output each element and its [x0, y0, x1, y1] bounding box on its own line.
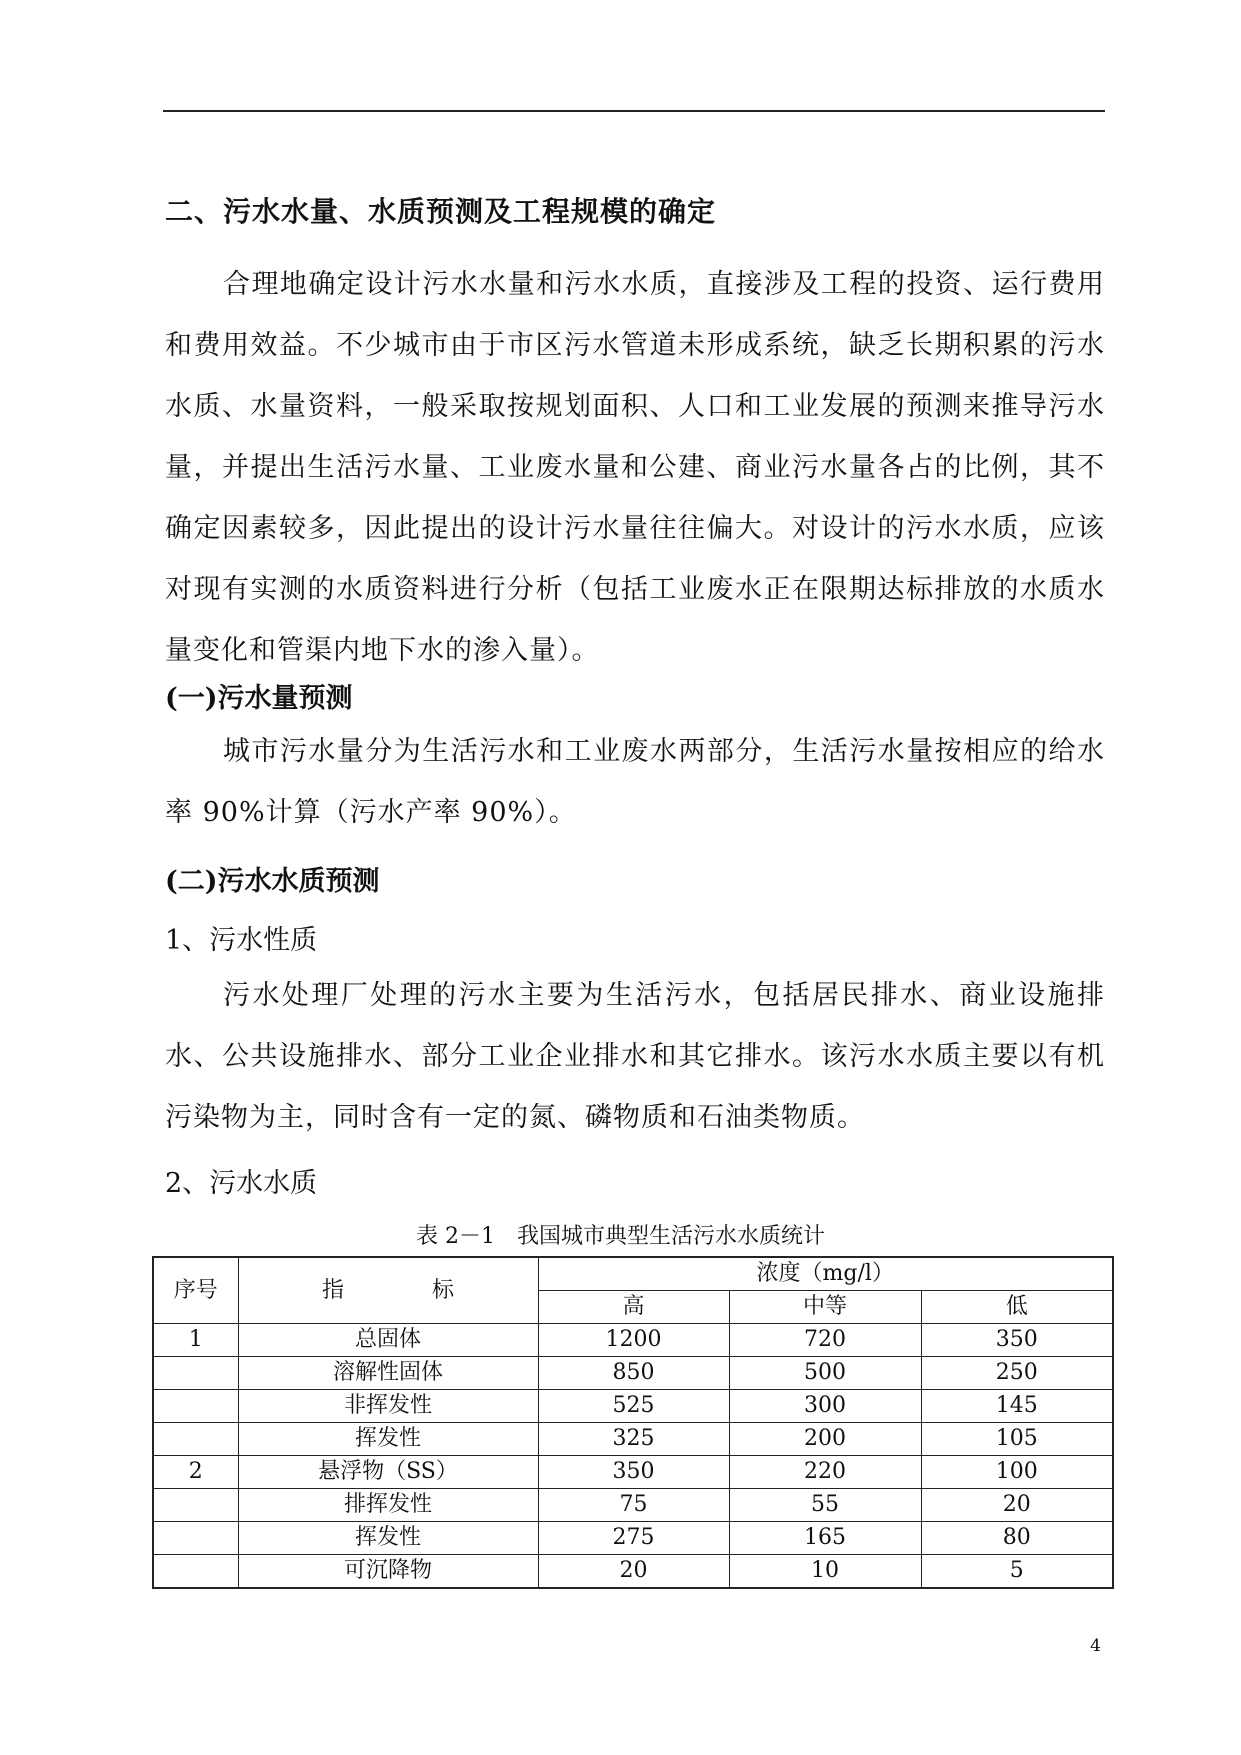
row-indicator: 悬浮物（SS） [238, 1456, 538, 1489]
row-index [153, 1522, 238, 1555]
row-high: 1200 [538, 1324, 729, 1357]
row-low: 20 [921, 1489, 1113, 1522]
header-index: 序号 [153, 1257, 238, 1324]
row-high: 850 [538, 1357, 729, 1390]
row-index [153, 1489, 238, 1522]
section-title: 二、污水水量、水质预测及工程规模的确定 [165, 195, 717, 228]
table-row [153, 1522, 1113, 1555]
row-medium: 500 [729, 1357, 921, 1390]
row-low: 250 [921, 1357, 1113, 1390]
header-low: 低 [921, 1291, 1113, 1324]
row-index [153, 1555, 238, 1589]
header-rule [163, 110, 1105, 112]
table-caption: 表 2－1 我国城市典型生活污水水质统计 [416, 1224, 825, 1249]
table-row [153, 1555, 1113, 1589]
header-concentration: 浓度（mg/l） [538, 1257, 1113, 1291]
row-index: 1 [153, 1324, 238, 1357]
row-high: 325 [538, 1423, 729, 1456]
row-low: 105 [921, 1423, 1113, 1456]
row-indicator: 排挥发性 [238, 1489, 538, 1522]
row-indicator: 挥发性 [238, 1423, 538, 1456]
table-row [153, 1456, 1113, 1489]
table-row [153, 1423, 1113, 1456]
item-title-sewage-nature: 1、污水性质 [165, 925, 318, 956]
row-medium: 220 [729, 1456, 921, 1489]
header-indicator: 指 标 [238, 1257, 538, 1324]
table-row [153, 1489, 1113, 1522]
table-header-row [153, 1257, 1113, 1291]
subsection-title-water-quality: (二)污水水质预测 [165, 866, 380, 897]
row-high: 275 [538, 1522, 729, 1555]
row-high: 350 [538, 1456, 729, 1489]
row-medium: 10 [729, 1555, 921, 1589]
row-low: 100 [921, 1456, 1113, 1489]
row-medium: 55 [729, 1489, 921, 1522]
row-index: 2 [153, 1456, 238, 1489]
table-row [153, 1357, 1113, 1390]
row-indicator: 挥发性 [238, 1522, 538, 1555]
row-high: 20 [538, 1555, 729, 1589]
page-number: 4 [1090, 1636, 1101, 1656]
row-indicator: 可沉降物 [238, 1555, 538, 1589]
row-indicator: 总固体 [238, 1324, 538, 1357]
row-medium: 300 [729, 1390, 921, 1423]
row-low: 5 [921, 1555, 1113, 1589]
water-quantity-paragraph: 城市污水量分为生活污水和工业废水两部分，生活污水量按相应的给水率 90%计算（污水产率 90%）。 [165, 736, 1105, 828]
row-high: 75 [538, 1489, 729, 1522]
row-medium: 200 [729, 1423, 921, 1456]
water-quality-table [152, 1256, 1114, 1589]
item-title-sewage-quality: 2、污水水质 [165, 1168, 318, 1199]
row-low: 80 [921, 1522, 1113, 1555]
row-index [153, 1390, 238, 1423]
row-low: 350 [921, 1324, 1113, 1357]
table-row [153, 1324, 1113, 1357]
sewage-nature-paragraph: 污水处理厂处理的污水主要为生活污水，包括居民排水、商业设施排水、公共设施排水、部分工业企业排水和其它排水。该污水水质主要以有机污染物为主，同时含有一定的氮、磷物质和石油类物质。 [165, 980, 1105, 1133]
subsection-title-water-quantity: (一)污水量预测 [165, 683, 353, 714]
header-high: 高 [538, 1291, 729, 1324]
row-medium: 165 [729, 1522, 921, 1555]
row-index [153, 1357, 238, 1390]
intro-paragraph: 合理地确定设计污水水量和污水水质，直接涉及工程的投资、运行费用和费用效益。不少城市由于市区污水管道未形成系统，缺乏长期积累的污水水质、水量资料，一般采取按规划面积、人口和工业发展的预测来推导污水量，并提出生活污水量、工业废水量和公建、商业污水量各占的比例，其不确定因素较多，因此提出的设计污水量往往偏大。对设计的污水水质，应该对现有实测的水质资料进行分析（包括工业废水正在限期达标排放的水质水量变化和管渠内地下水的渗入量）。 [165, 269, 1105, 666]
row-high: 525 [538, 1390, 729, 1423]
row-indicator: 溶解性固体 [238, 1357, 538, 1390]
table-row [153, 1390, 1113, 1423]
row-medium: 720 [729, 1324, 921, 1357]
header-medium: 中等 [729, 1291, 921, 1324]
row-index [153, 1423, 238, 1456]
row-indicator: 非挥发性 [238, 1390, 538, 1423]
row-low: 145 [921, 1390, 1113, 1423]
